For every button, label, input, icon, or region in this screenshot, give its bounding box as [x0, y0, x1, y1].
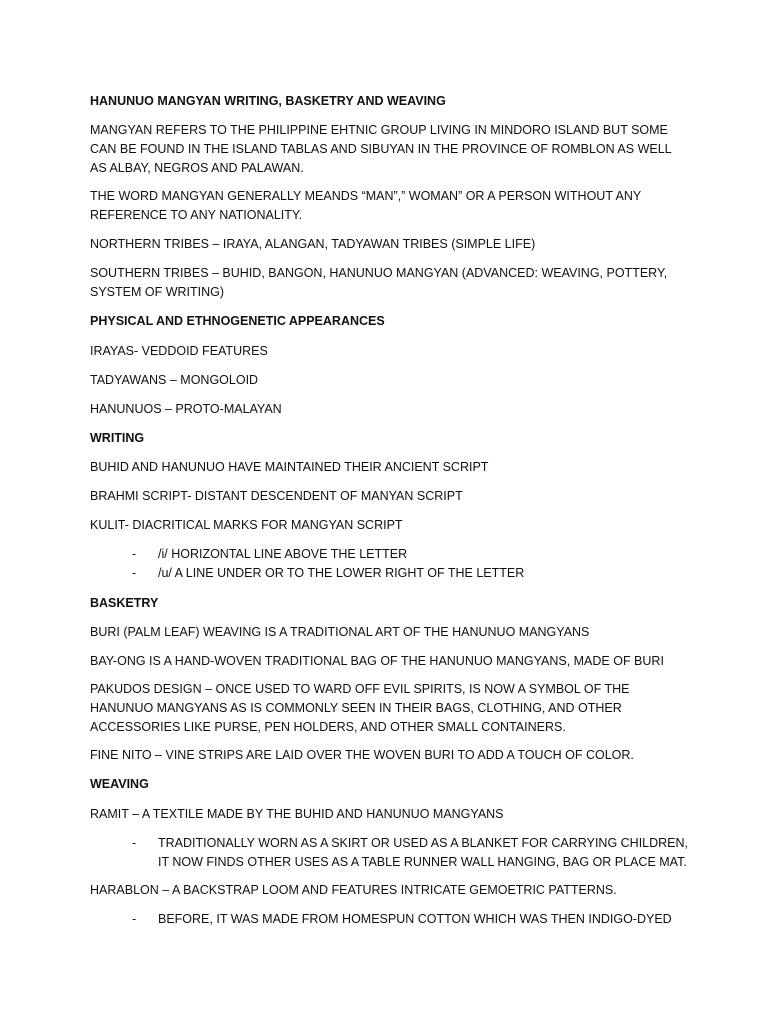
- weaving-line-1: RAMIT – A TEXTILE MADE BY THE BUHID AND HANUNUO MANGYANS: [90, 807, 504, 821]
- northern-tribes-line: NORTHERN TRIBES – IRAYA, ALANGAN, TADYAWAN TRIBES (SIMPLE LIFE): [90, 237, 536, 251]
- bullet-dash: -: [132, 912, 137, 926]
- writing-line-3: KULIT- DIACRITICAL MARKS FOR MANGYAN SCRIPT: [90, 518, 403, 532]
- writing-heading: WRITING: [90, 431, 145, 445]
- bullet-dash: -: [132, 547, 137, 561]
- bullet-dash: -: [132, 566, 137, 580]
- basketry-heading: BASKETRY: [90, 596, 159, 610]
- bullet-text: /i/ HORIZONTAL LINE ABOVE THE LETTER: [158, 547, 408, 561]
- physical-heading: PHYSICAL AND ETHNOGENETIC APPEARANCES: [90, 314, 385, 328]
- southern-tribes-line: SOUTHERN TRIBES – BUHID, BANGON, HANUNUO MANGYAN (ADVANCED: WEAVING, POTTERY, SYSTEM OF WRITING): [90, 266, 668, 299]
- intro-paragraph-2: THE WORD MANGYAN GENERALLY MEANDS “MAN”,” WOMAN” OR A PERSON WITHOUT ANY REFERENCE TO ANY NATIONALITY.: [90, 189, 641, 222]
- basketry-line-4: FINE NITO – VINE STRIPS ARE LAID OVER THE WOVEN BURI TO ADD A TOUCH OF COLOR.: [90, 748, 634, 762]
- basketry-line-1: BURI (PALM LEAF) WEAVING IS A TRADITIONAL ART OF THE HANUNUO MANGYANS: [90, 625, 590, 639]
- basketry-line-2: BAY-ONG IS A HAND-WOVEN TRADITIONAL BAG OF THE HANUNUO MANGYANS, MADE OF BURI: [90, 654, 664, 668]
- bullet-dash: -: [132, 836, 137, 850]
- physical-line-2: TADYAWANS – MONGOLOID: [90, 373, 259, 387]
- writing-line-1: BUHID AND HANUNUO HAVE MAINTAINED THEIR ANCIENT SCRIPT: [90, 460, 489, 474]
- basketry-line-3: PAKUDOS DESIGN – ONCE USED TO WARD OFF EVIL SPIRITS, IS NOW A SYMBOL OF THE HANUNUO MANGYANS AS IS COMMONLY SEEN IN THEIR BAGS, CLOTHING, AND OTHER ACCESSORIES LIKE PURSE, PEN HOLDERS, AND OTHER SMALL CONTAINERS.: [90, 682, 630, 734]
- writing-line-2: BRAHMI SCRIPT- DISTANT DESCENDENT OF MANYAN SCRIPT: [90, 489, 463, 503]
- weaving-line-2: HARABLON – A BACKSTRAP LOOM AND FEATURES INTRICATE GEMOETRIC PATTERNS.: [90, 883, 617, 897]
- bullet-text: BEFORE, IT WAS MADE FROM HOMESPUN COTTON WHICH WAS THEN INDIGO-DYED: [158, 912, 672, 926]
- physical-line-3: HANUNUOS – PROTO-MALAYAN: [90, 402, 282, 416]
- intro-paragraph-1: MANGYAN REFERS TO THE PHILIPPINE EHTNIC GROUP LIVING IN MINDORO ISLAND BUT SOME CAN BE FOUND IN THE ISLAND TABLAS AND SIBUYAN IN THE PROVINCE OF ROMBLON AS WELL AS ALBAY, NEGROS AND PALAWAN.: [90, 123, 672, 175]
- document-title: HANUNUO MANGYAN WRITING, BASKETRY AND WEAVING: [90, 94, 446, 108]
- weaving-heading: WEAVING: [90, 777, 149, 791]
- bullet-text: TRADITIONALLY WORN AS A SKIRT OR USED AS A BLANKET FOR CARRYING CHILDREN, IT NOW FINDS OTHER USES AS A TABLE RUNNER WALL HANGING, BAG OR PLACE MAT.: [158, 836, 689, 869]
- bullet-text: /u/ A LINE UNDER OR TO THE LOWER RIGHT OF THE LETTER: [158, 566, 525, 580]
- physical-line-1: IRAYAS- VEDDOID FEATURES: [90, 344, 268, 358]
